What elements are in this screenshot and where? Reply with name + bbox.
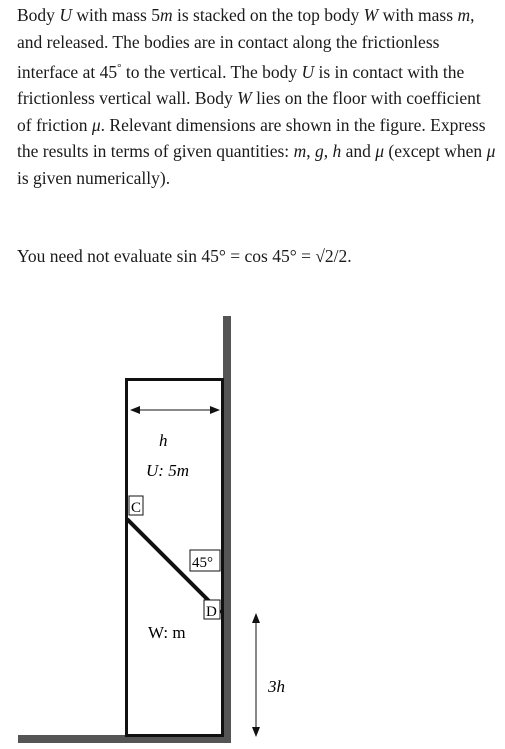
text-segment: and bbox=[341, 141, 376, 162]
text-segment: is stacked on the top body bbox=[172, 5, 364, 25]
symbol-m: m bbox=[159, 5, 173, 25]
symbol-w: W bbox=[237, 88, 252, 109]
degree-symbol: ° bbox=[117, 62, 122, 74]
text-segment: , bbox=[306, 141, 315, 162]
symbol-h: h bbox=[332, 141, 342, 162]
symbol-mu: μ bbox=[486, 141, 496, 162]
symbol-mu: μ bbox=[375, 141, 385, 162]
vertical-wall bbox=[223, 316, 231, 739]
label-d: D bbox=[206, 604, 217, 620]
text-segment: with mass bbox=[378, 5, 458, 25]
label-h: h bbox=[159, 431, 168, 450]
hint-sqrt: √2/2 bbox=[315, 246, 348, 266]
text-segment: , bbox=[323, 141, 333, 162]
hint-period: . bbox=[347, 246, 352, 266]
text-segment: is in contact with the frictionless vertical wall. Body bbox=[17, 61, 465, 109]
text-segment: lies on the floor with coefficient of friction bbox=[17, 88, 481, 135]
symbol-w: W bbox=[363, 5, 379, 25]
hint-text: You need not evaluate sin 45° = cos 45° = bbox=[17, 246, 316, 266]
symbol-mu: μ bbox=[91, 114, 101, 135]
label-45: 45° bbox=[192, 555, 213, 571]
text-segment: . Relevant dimensions are shown in the figure. Express the results in terms of given quantities: bbox=[17, 114, 486, 162]
text-segment: with mass 5 bbox=[71, 5, 160, 25]
text-segment: is given numerically). bbox=[17, 167, 171, 188]
label-w: W: m bbox=[148, 623, 186, 642]
text-segment: Body bbox=[17, 5, 60, 25]
symbol-m: m bbox=[457, 5, 471, 25]
symbol-u: U bbox=[301, 61, 315, 82]
label-3h: 3h bbox=[268, 677, 285, 696]
label-c: C bbox=[131, 500, 142, 516]
text-segment: to the vertical. The body bbox=[121, 61, 302, 82]
symbol-u: U bbox=[59, 5, 72, 25]
label-u: U: 5m bbox=[146, 461, 189, 480]
symbol-g: g bbox=[314, 141, 324, 162]
symbol-m: m bbox=[293, 141, 307, 162]
text-segment: (except when bbox=[384, 141, 487, 162]
text-segment: , and released. The bodies are in contact along the frictionless interface at 45 bbox=[17, 5, 475, 82]
